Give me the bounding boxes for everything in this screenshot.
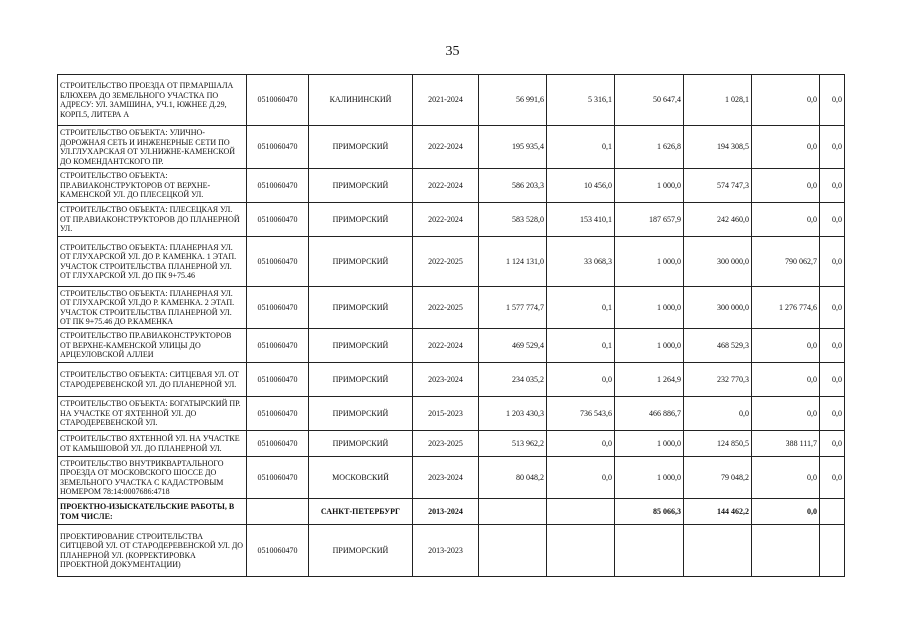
year-3-amount-cell: 1 276 774,6 bbox=[752, 287, 820, 329]
year-2-amount-cell: 242 460,0 bbox=[684, 203, 752, 237]
year-4-amount-cell: 0,0 bbox=[820, 169, 845, 203]
year-4-amount-cell: 0,0 bbox=[820, 397, 845, 431]
budget-table bbox=[57, 74, 845, 577]
period-cell: 2022-2025 bbox=[413, 287, 479, 329]
budget-code-cell: 0510060470 bbox=[247, 397, 309, 431]
object-name-cell: СТРОИТЕЛЬСТВО ОБЪЕКТА: БОГАТЫРСКИЙ ПР. НА УЧАСТКЕ ОТ ЯХТЕННОЙ УЛ. ДО СТАРОДЕРЕВЕНСКОЙ УЛ. bbox=[58, 397, 247, 431]
object-name-cell: СТРОИТЕЛЬСТВО ОБЪЕКТА: ПЛЕСЕЦКАЯ УЛ. ОТ ПР.АВИАКОНСТРУКТОРОВ ДО ПЛАНЕРНОЙ УЛ. bbox=[58, 203, 247, 237]
year-4-amount-cell: 0,0 bbox=[820, 431, 845, 457]
year-1-amount-cell: 187 657,9 bbox=[615, 203, 684, 237]
period-cell: 2013-2023 bbox=[413, 525, 479, 577]
period-cell: 2022-2024 bbox=[413, 126, 479, 169]
total-cost-cell: 234 035,2 bbox=[479, 363, 547, 397]
year-1-amount-cell: 466 886,7 bbox=[615, 397, 684, 431]
district-cell: КАЛИНИНСКИЙ bbox=[309, 75, 413, 126]
year-2-amount-cell: 300 000,0 bbox=[684, 237, 752, 287]
funded-before-cell: 33 068,3 bbox=[547, 237, 615, 287]
table-row bbox=[58, 457, 845, 499]
object-name-cell: СТРОИТЕЛЬСТВО ОБЪЕКТА: СИТЦЕВАЯ УЛ. ОТ СТАРОДЕРЕВЕНСКОЙ УЛ. ДО ПЛАНЕРНОЙ УЛ. bbox=[58, 363, 247, 397]
year-3-amount-cell: 0,0 bbox=[752, 397, 820, 431]
funded-before-cell bbox=[547, 499, 615, 525]
district-cell: ПРИМОРСКИЙ bbox=[309, 169, 413, 203]
total-cost-cell: 80 048,2 bbox=[479, 457, 547, 499]
period-cell: 2022-2025 bbox=[413, 237, 479, 287]
district-cell: ПРИМОРСКИЙ bbox=[309, 287, 413, 329]
year-4-amount-cell: 0,0 bbox=[820, 75, 845, 126]
district-cell: МОСКОВСКИЙ bbox=[309, 457, 413, 499]
total-cost-cell: 583 528,0 bbox=[479, 203, 547, 237]
year-3-amount-cell bbox=[752, 525, 820, 577]
total-cost-cell bbox=[479, 525, 547, 577]
funded-before-cell: 153 410,1 bbox=[547, 203, 615, 237]
period-cell: 2022-2024 bbox=[413, 169, 479, 203]
year-3-amount-cell: 0,0 bbox=[752, 126, 820, 169]
year-3-amount-cell: 0,0 bbox=[752, 75, 820, 126]
funded-before-cell: 0,0 bbox=[547, 363, 615, 397]
total-cost-cell: 513 962,2 bbox=[479, 431, 547, 457]
year-1-amount-cell: 1 000,0 bbox=[615, 457, 684, 499]
funded-before-cell: 0,1 bbox=[547, 329, 615, 363]
year-4-amount-cell: 0,0 bbox=[820, 457, 845, 499]
year-1-amount-cell: 1 264,9 bbox=[615, 363, 684, 397]
object-name-cell: СТРОИТЕЛЬСТВО ОБЪЕКТА: УЛИЧНО-ДОРОЖНАЯ СЕТЬ И ИНЖЕНЕРНЫЕ СЕТИ ПО УЛ.ГЛУХАРСКАЯ ОТ УЛ.НИЖНЕ-КАМЕНСКОЙ ДО КОМЕНДАНТСКОГО ПР. bbox=[58, 126, 247, 169]
year-2-amount-cell: 468 529,3 bbox=[684, 329, 752, 363]
district-cell: ПРИМОРСКИЙ bbox=[309, 203, 413, 237]
year-1-amount-cell: 1 000,0 bbox=[615, 431, 684, 457]
year-2-amount-cell: 79 048,2 bbox=[684, 457, 752, 499]
year-1-amount-cell: 1 000,0 bbox=[615, 287, 684, 329]
district-cell: ПРИМОРСКИЙ bbox=[309, 525, 413, 577]
year-1-amount-cell: 1 000,0 bbox=[615, 329, 684, 363]
year-4-amount-cell: 0,0 bbox=[820, 287, 845, 329]
year-4-amount-cell: 0,0 bbox=[820, 363, 845, 397]
funded-before-cell: 5 316,1 bbox=[547, 75, 615, 126]
year-3-amount-cell: 0,0 bbox=[752, 203, 820, 237]
object-name-cell: СТРОИТЕЛЬСТВО ПР.АВИАКОНСТРУКТОРОВ ОТ ВЕРХНЕ-КАМЕНСКОЙ УЛИЦЫ ДО АРЦЕУЛОВСКОЙ АЛЛЕИ bbox=[58, 329, 247, 363]
year-2-amount-cell: 144 462,2 bbox=[684, 499, 752, 525]
year-2-amount-cell: 232 770,3 bbox=[684, 363, 752, 397]
object-name-cell: СТРОИТЕЛЬСТВО ВНУТРИКВАРТАЛЬНОГО ПРОЕЗДА ОТ МОСКОВСКОГО ШОССЕ ДО ЗЕМЕЛЬНОГО УЧАСТКА С КАДАСТРОВЫМ НОМЕРОМ 78:14:0007686:4718 bbox=[58, 457, 247, 499]
total-cost-cell: 1 203 430,3 bbox=[479, 397, 547, 431]
district-cell: ПРИМОРСКИЙ bbox=[309, 363, 413, 397]
object-name-cell: СТРОИТЕЛЬСТВО ОБЪЕКТА: ПР.АВИАКОНСТРУКТОРОВ ОТ ВЕРХНЕ-КАМЕНСКОЙ УЛ. ДО ПЛЕСЕЦКОЙ УЛ. bbox=[58, 169, 247, 203]
funded-before-cell: 0,0 bbox=[547, 431, 615, 457]
table-row bbox=[58, 525, 845, 577]
year-1-amount-cell: 1 000,0 bbox=[615, 169, 684, 203]
budget-code-cell: 0510060470 bbox=[247, 363, 309, 397]
year-2-amount-cell: 300 000,0 bbox=[684, 287, 752, 329]
budget-code-cell: 0510060470 bbox=[247, 237, 309, 287]
district-cell: ПРИМОРСКИЙ bbox=[309, 237, 413, 287]
district-cell: ПРИМОРСКИЙ bbox=[309, 329, 413, 363]
budget-code-cell: 0510060470 bbox=[247, 287, 309, 329]
year-4-amount-cell: 0,0 bbox=[820, 126, 845, 169]
funded-before-cell bbox=[547, 525, 615, 577]
district-cell: САНКТ-ПЕТЕРБУРГ bbox=[309, 499, 413, 525]
year-4-amount-cell bbox=[820, 499, 845, 525]
table-row bbox=[58, 126, 845, 169]
year-1-amount-cell: 1 000,0 bbox=[615, 237, 684, 287]
table-row bbox=[58, 169, 845, 203]
table-row bbox=[58, 431, 845, 457]
table-row bbox=[58, 363, 845, 397]
year-4-amount-cell: 0,0 bbox=[820, 329, 845, 363]
funded-before-cell: 736 543,6 bbox=[547, 397, 615, 431]
year-1-amount-cell bbox=[615, 525, 684, 577]
district-cell: ПРИМОРСКИЙ bbox=[309, 126, 413, 169]
object-name-cell: СТРОИТЕЛЬСТВО ЯХТЕННОЙ УЛ. НА УЧАСТКЕ ОТ КАМЫШОВОЙ УЛ. ДО ПЛАНЕРНОЙ УЛ. bbox=[58, 431, 247, 457]
funded-before-cell: 0,0 bbox=[547, 457, 615, 499]
year-3-amount-cell: 0,0 bbox=[752, 329, 820, 363]
period-cell: 2023-2024 bbox=[413, 363, 479, 397]
budget-code-cell: 0510060470 bbox=[247, 203, 309, 237]
district-cell: ПРИМОРСКИЙ bbox=[309, 397, 413, 431]
year-3-amount-cell: 0,0 bbox=[752, 457, 820, 499]
total-cost-cell bbox=[479, 499, 547, 525]
year-2-amount-cell: 194 308,5 bbox=[684, 126, 752, 169]
object-name-cell: ПРОЕКТИРОВАНИЕ СТРОИТЕЛЬСТВА СИТЦЕВОЙ УЛ. ОТ СТАРОДЕРЕВЕНСКОЙ УЛ. ДО ПЛАНЕРНОЙ УЛ. (КОРРЕКТИРОВКА ПРОЕКТНОЙ ДОКУМЕНТАЦИИ) bbox=[58, 525, 247, 577]
table-row bbox=[58, 287, 845, 329]
object-name-cell: ПРОЕКТНО-ИЗЫСКАТЕЛЬСКИЕ РАБОТЫ, В ТОМ ЧИСЛЕ: bbox=[58, 499, 247, 525]
period-cell: 2015-2023 bbox=[413, 397, 479, 431]
budget-code-cell: 0510060470 bbox=[247, 457, 309, 499]
year-3-amount-cell: 0,0 bbox=[752, 363, 820, 397]
year-4-amount-cell bbox=[820, 525, 845, 577]
year-3-amount-cell: 388 111,7 bbox=[752, 431, 820, 457]
budget-code-cell: 0510060470 bbox=[247, 431, 309, 457]
object-name-cell: СТРОИТЕЛЬСТВО ОБЪЕКТА: ПЛАНЕРНАЯ УЛ. ОТ ГЛУХАРСКОЙ УЛ.ДО Р. КАМЕНКА. 2 ЭТАП. УЧАСТОК СТРОИТЕЛЬСТВА ПЛАНЕРНОЙ УЛ. ОТ ПК 9+75.46 ДО Р.КАМЕНКА bbox=[58, 287, 247, 329]
period-cell: 2022-2024 bbox=[413, 203, 479, 237]
year-2-amount-cell: 1 028,1 bbox=[684, 75, 752, 126]
budget-code-cell bbox=[247, 499, 309, 525]
table-body bbox=[58, 75, 845, 577]
year-2-amount-cell: 0,0 bbox=[684, 397, 752, 431]
budget-code-cell: 0510060470 bbox=[247, 126, 309, 169]
year-1-amount-cell: 1 626,8 bbox=[615, 126, 684, 169]
period-cell: 2023-2025 bbox=[413, 431, 479, 457]
page-number: 35 bbox=[445, 44, 460, 59]
total-cost-cell: 195 935,4 bbox=[479, 126, 547, 169]
total-cost-cell: 586 203,3 bbox=[479, 169, 547, 203]
total-cost-cell: 1 577 774,7 bbox=[479, 287, 547, 329]
year-4-amount-cell: 0,0 bbox=[820, 203, 845, 237]
year-2-amount-cell: 124 850,5 bbox=[684, 431, 752, 457]
budget-code-cell: 0510060470 bbox=[247, 525, 309, 577]
year-4-amount-cell: 0,0 bbox=[820, 237, 845, 287]
funded-before-cell: 10 456,0 bbox=[547, 169, 615, 203]
funded-before-cell: 0,1 bbox=[547, 287, 615, 329]
total-cost-cell: 469 529,4 bbox=[479, 329, 547, 363]
budget-code-cell: 0510060470 bbox=[247, 329, 309, 363]
budget-code-cell: 0510060470 bbox=[247, 75, 309, 126]
table-row bbox=[58, 499, 845, 525]
year-1-amount-cell: 85 066,3 bbox=[615, 499, 684, 525]
table-row bbox=[58, 237, 845, 287]
total-cost-cell: 1 124 131,0 bbox=[479, 237, 547, 287]
total-cost-cell: 56 991,6 bbox=[479, 75, 547, 126]
table-row bbox=[58, 203, 845, 237]
object-name-cell: СТРОИТЕЛЬСТВО ПРОЕЗДА ОТ ПР.МАРШАЛА БЛЮХЕРА ДО ЗЕМЕЛЬНОГО УЧАСТКА ПО АДРЕСУ: УЛ. ЗАМШИНА, УЧ.1, ЮЖНЕЕ Д.29, КОРП.5, ЛИТЕРА А bbox=[58, 75, 247, 126]
object-name-cell: СТРОИТЕЛЬСТВО ОБЪЕКТА: ПЛАНЕРНАЯ УЛ. ОТ ГЛУХАРСКОЙ УЛ. ДО Р. КАМЕНКА. 1 ЭТАП. УЧАСТОК СТРОИТЕЛЬСТВА ПЛАНЕРНОЙ УЛ. ОТ ГЛУХАРСКОЙ УЛ. ДО ПК 9+75.46 bbox=[58, 237, 247, 287]
table-row bbox=[58, 75, 845, 126]
period-cell: 2013-2024 bbox=[413, 499, 479, 525]
year-3-amount-cell: 0,0 bbox=[752, 499, 820, 525]
year-3-amount-cell: 790 062,7 bbox=[752, 237, 820, 287]
year-3-amount-cell: 0,0 bbox=[752, 169, 820, 203]
district-cell: ПРИМОРСКИЙ bbox=[309, 431, 413, 457]
table-row bbox=[58, 329, 845, 363]
period-cell: 2021-2024 bbox=[413, 75, 479, 126]
funded-before-cell: 0,1 bbox=[547, 126, 615, 169]
year-2-amount-cell: 574 747,3 bbox=[684, 169, 752, 203]
year-2-amount-cell bbox=[684, 525, 752, 577]
budget-code-cell: 0510060470 bbox=[247, 169, 309, 203]
period-cell: 2023-2024 bbox=[413, 457, 479, 499]
period-cell: 2022-2024 bbox=[413, 329, 479, 363]
year-1-amount-cell: 50 647,4 bbox=[615, 75, 684, 126]
table-row bbox=[58, 397, 845, 431]
